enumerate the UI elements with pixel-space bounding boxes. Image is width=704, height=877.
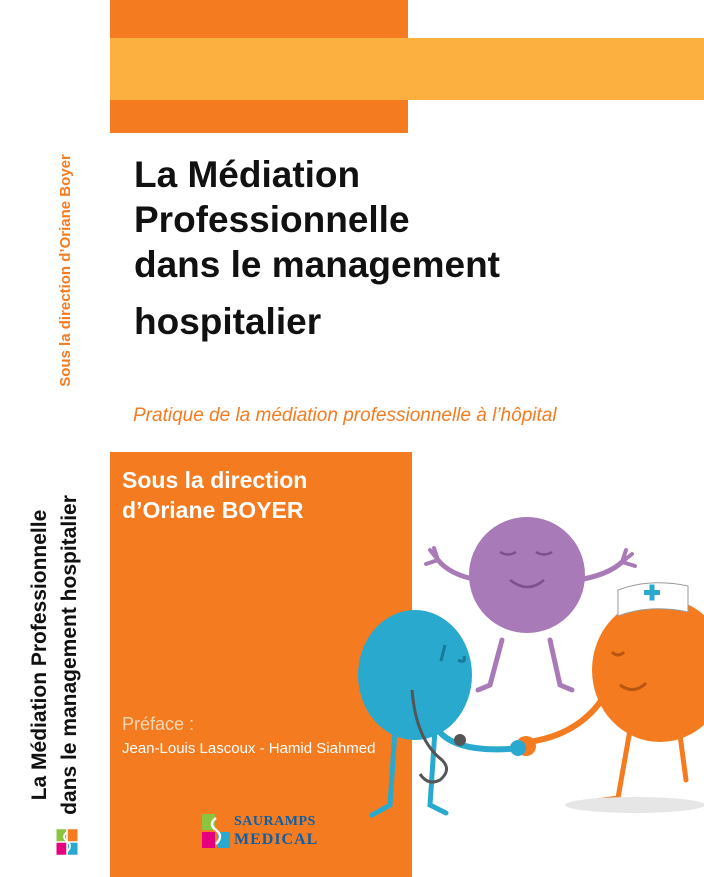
spine-title-line-2: dans le management hospitalier [58, 495, 82, 815]
blue-character [358, 610, 522, 815]
characters-illustration [350, 480, 704, 877]
preface-names: Jean-Louis Lascoux - Hamid Siahmed [122, 740, 376, 757]
book-subtitle: Pratique de la médiation professionnelle à l’hôpital [133, 405, 557, 426]
spine-author [50, 140, 80, 400]
orange-band-top [110, 0, 408, 38]
book-title [134, 152, 694, 344]
spine-publisher-logo-icon [55, 825, 79, 859]
preface-label: Préface : [122, 714, 195, 734]
light-orange-band [110, 38, 704, 100]
title-line-1: La Médiation [134, 154, 361, 195]
spine-title [0, 450, 110, 860]
spine-title-line-1: La Médiation Professionnelle [28, 509, 52, 801]
direction-line-2: d’Oriane BOYER [122, 497, 304, 523]
title-line-4: hospitalier [134, 301, 322, 342]
direction-line-1: Sous la direction [122, 467, 308, 493]
publisher-name: SAURAMPS [234, 814, 316, 829]
publisher-logo-icon [200, 812, 232, 850]
title-line-3: dans le management [134, 244, 501, 285]
spine-author-text: Sous la direction d’Oriane Boyer [56, 153, 74, 387]
publisher-subname: MEDICAL [234, 831, 319, 848]
title-line-2: Professionnelle [134, 199, 410, 240]
orange-band-bottom [110, 100, 408, 133]
